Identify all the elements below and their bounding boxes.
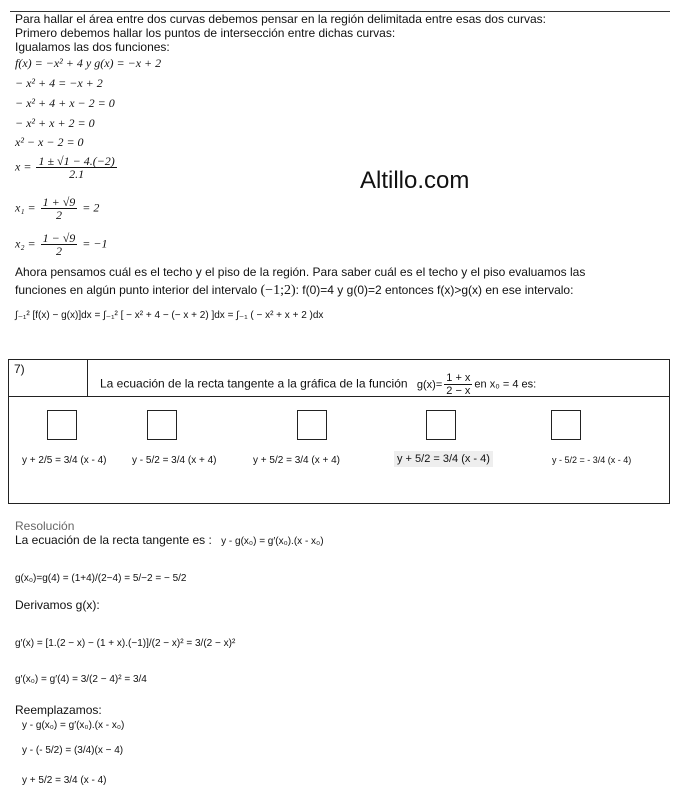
- root-x1: x₁ = $\frac{1 + √9}{2}$ = 2: [15, 195, 100, 222]
- equation-step-4: x² − x − 2 = 0: [15, 135, 84, 149]
- option-1-label: y + 2/5 = 3/4 (x - 4): [22, 455, 107, 466]
- quadratic-formula: x = $\frac{1 \pm √1 - 4.(-2)}{2.1}$: [15, 154, 115, 181]
- resolution-line-1: La ecuación de la recta tangente es : y - g(x₀) = g′(x₀).(x - x₀): [15, 533, 324, 547]
- option-5-checkbox[interactable]: [551, 410, 581, 440]
- formula-denominator: 2.1: [69, 167, 85, 181]
- option-2-label: y - 5/2 = 3/4 (x + 4): [132, 455, 217, 466]
- formula-numerator: 1 ± √1 − 4.(−2): [38, 154, 115, 168]
- question-text: La ecuación de la recta tangente a la gráfica de la función g(x)= $\frac{1 + x}{2 - x}$ en x₀ = 4 es:: [100, 372, 537, 397]
- option-3-checkbox[interactable]: [297, 410, 327, 440]
- analysis-line-1: Ahora pensamos cuál es el techo y el piso de la región. Para saber cuál es el techo y el piso evaluamos las: [15, 265, 586, 279]
- root-x2: x₂ = $\frac{1 - √9}{2}$ = −1: [15, 231, 108, 258]
- resolution-heading: Resolución: [15, 519, 75, 533]
- option-2-checkbox[interactable]: [147, 410, 177, 440]
- interval: (−1;2): [260, 283, 296, 298]
- derive-label: Derivamos g(x):: [15, 598, 100, 612]
- replace-label: Reemplazamos:: [15, 703, 102, 717]
- watermark-text: Altillo.com: [360, 167, 470, 194]
- option-4-checkbox[interactable]: [426, 410, 456, 440]
- option-1-checkbox[interactable]: [47, 410, 77, 440]
- replace-step-1: y - g(x₀) = g′(x₀).(x - x₀): [22, 720, 125, 731]
- question-number: 7): [14, 362, 25, 376]
- equation-step-2: − x² + 4 + x − 2 = 0: [15, 96, 115, 110]
- intro-line-1: Para hallar el área entre dos curvas debemos pensar en la región delimitada entre esas dos curvas:: [15, 12, 546, 26]
- option-3-label: y + 5/2 = 3/4 (x + 4): [253, 455, 340, 466]
- derivative-at-point: g′(x₀) = g′(4) = 3/(2 − 4)² = 3/4: [15, 674, 147, 685]
- intro-line-3: Igualamos las dos funciones:: [15, 40, 170, 54]
- option-4-label: y + 5/2 = 3/4 (x - 4): [394, 451, 493, 467]
- equation-functions: f(x) = −x² + 4 y g(x) = −x + 2: [15, 56, 162, 70]
- equation-step-3: − x² + x + 2 = 0: [15, 116, 95, 130]
- integral-expression: ∫₋₁² [f(x) − g(x)]dx = ∫₋₁² [ − x² + 4 − (− x + 2) ]dx = ∫₋₁ ( − x² + x + 2 )dx: [15, 310, 324, 321]
- derivative-general: g′(x) = [1.(2 − x) − (1 + x).(−1)]/(2 − x)² = 3/(2 − x)²: [15, 638, 236, 649]
- option-5-label: y - 5/2 = - 3/4 (x - 4): [552, 455, 632, 465]
- intro-line-2: Primero debemos hallar los puntos de intersección entre dichas curvas:: [15, 26, 396, 40]
- g-evaluation: g(x₀)=g(4) = (1+4)/(2−4) = 5/−2 = − 5/2: [15, 573, 187, 584]
- replace-step-2: y - (- 5/2) = (3/4)(x − 4): [22, 745, 124, 756]
- equation-step-1: − x² + 4 = −x + 2: [15, 76, 103, 90]
- replace-step-3: y + 5/2 = 3/4 (x - 4): [22, 775, 107, 786]
- analysis-line-2: funciones en algún punto interior del intervalo (−1;2): f(0)=4 y g(0)=2 entonces f(x)>g(x) en ese intervalo:: [15, 283, 574, 298]
